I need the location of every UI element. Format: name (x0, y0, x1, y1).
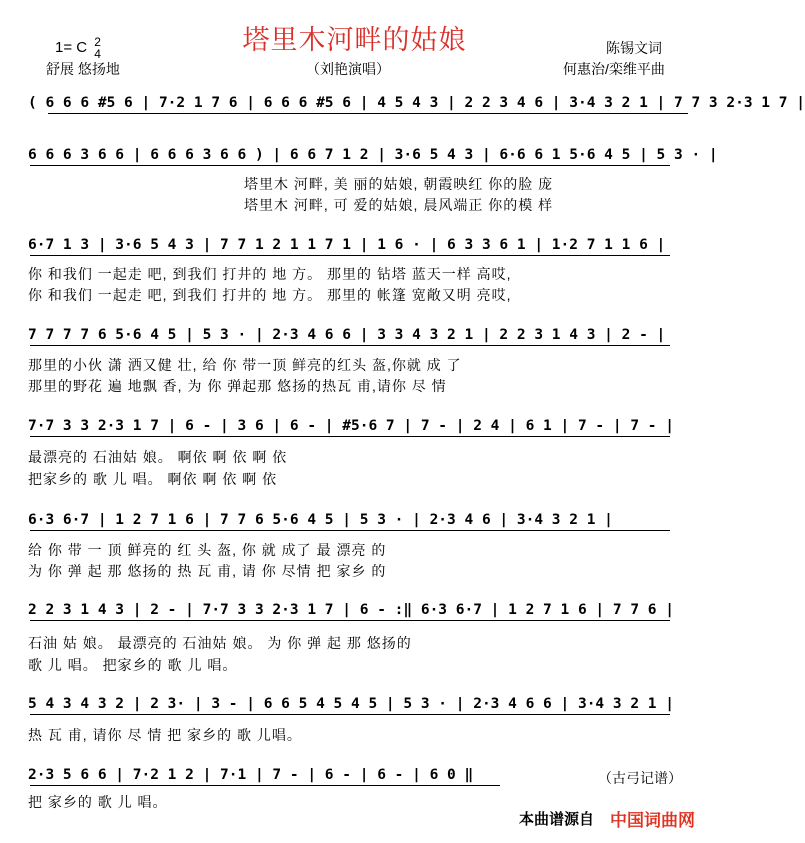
key-signature (55, 36, 101, 60)
score-system-9-lyric-1: 把 家乡的 歌 儿 唱。 (28, 794, 168, 810)
score-system-7-notes: 2 2 3 1 4 3 | 2 - | 7·7 3 3 2·3 1 7 | 6 - :‖ 6·3 6·7 | 1 2 7 1 6 | 7 7 6 | (28, 602, 675, 618)
score-system-3-lyric-1: 你 和我们 一起走 吧, 到我们 打井的 地 方。 那里的 钻塔 蓝天一样 高哎, (28, 266, 512, 282)
score-system-8-notes: 5 4 3 4 3 2 | 2 3· | 3 - | 6 6 5 4 5 4 5 | 5 3 · | 2·3 4 6 6 | 3·4 3 2 1 | (28, 696, 675, 712)
score-system-2-notes: 6 6 6 3 6 6 | 6 6 6 3 6 6 ) | 6 6 7 1 2 | 3·6 5 4 3 | 6·6 6 1 5·6 4 5 | 5 3 · | (28, 147, 718, 163)
score-system-6-lyric-2: 为 你 弹 起 那 悠扬的 热 瓦 甫, 请 你 尽情 把 家乡 的 (28, 563, 387, 579)
score-system-4-lyric-1: 那里的小伙 潇 洒又健 壮, 给 你 带一顶 鲜亮的红头 盔,你就 成 了 (28, 357, 462, 373)
score-system-7-lyric-1: 石油 姑 娘。 最漂亮的 石油姑 娘。 为 你 弹 起 那 悠扬的 (28, 635, 412, 651)
time-numerator: 2 (94, 35, 101, 49)
score-system-8-lyric-1: 热 瓦 甫, 请你 尽 情 把 家乡的 歌 儿唱。 (28, 727, 302, 743)
score-system-5-notes: 7·7 3 3 2·3 1 7 | 6 - | 3 6 | 6 - | #5·6 7 | 7 - | 2 4 | 6 1 | 7 - | 7 - | (28, 418, 675, 434)
key-label: 1= C (55, 38, 88, 56)
site-link[interactable]: 中国词曲网 (610, 811, 695, 830)
score-system-7-lyric-2: 歌 儿 唱。 把家乡的 歌 儿 唱。 (28, 657, 238, 673)
score-system-1-notes: ( 6 6 6 #5 6 | 7·2 1 7 6 | 6 6 6 #5 6 | 4 5 4 3 | 2 2 3 4 6 | 3·4 3 2 1 | 7 7 3 2·3 1 7 | (28, 95, 805, 111)
score-system-4-notes: 7 7 7 7 6 5·6 4 5 | 5 3 · | 2·3 4 6 6 | 3 3 4 3 2 1 | 2 2 3 1 4 3 | 2 - | (28, 327, 666, 343)
performer: （刘艳演唱） (306, 61, 390, 77)
lyricist: 陈锡文词 (606, 40, 662, 56)
score-system-6-lyric-1: 给 你 带 一 顶 鲜亮的 红 头 盔, 你 就 成了 最 漂亮 的 (28, 542, 387, 558)
composer: 何惠治/栾维平曲 (563, 61, 665, 77)
score-system-3-notes: 6·7 1 3 | 3·6 5 4 3 | 7 7 1 2 1 1 7 1 | 1 6 · | 6 3 3 6 1 | 1·2 7 1 1 6 | (28, 237, 666, 253)
score-system-2-lyric-1: 塔里木 河畔, 美 丽的姑娘, 朝霞映红 你的脸 庞 (244, 176, 554, 192)
score-system-4-lyric-2: 那里的野花 遍 地飘 香, 为 你 弹起那 悠扬的热瓦 甫,请你 尽 情 (28, 378, 447, 394)
time-denominator: 4 (94, 47, 101, 61)
time-signature (94, 36, 101, 60)
transcription-note: （古弓记谱） (598, 770, 682, 786)
score-system-9-notes: 2·3 5 6 6 | 7·2 1 2 | 7·1 | 7 - | 6 - | 6 - | 6 0 ‖ (28, 767, 474, 783)
source-label: 本曲谱源自 (518, 811, 594, 828)
score-system-5-lyric-2: 把家乡的 歌 儿 唱。 啊依 啊 依 啊 依 (28, 471, 278, 487)
tempo-marking: 舒展 悠扬地 (46, 61, 120, 77)
score-system-5-lyric-1: 最漂亮的 石油姑 娘。 啊依 啊 依 啊 依 (28, 449, 288, 465)
score-system-3-lyric-2: 你 和我们 一起走 吧, 到我们 打井的 地 方。 那里的 帐篷 宽敞又明 亮哎, (28, 287, 512, 303)
score-system-2-lyric-2: 塔里木 河畔, 可 爱的姑娘, 晨风端正 你的模 样 (244, 197, 554, 213)
score-system-6-notes: 6·3 6·7 | 1 2 7 1 6 | 7 7 6 5·6 4 5 | 5 3 · | 2·3 4 6 | 3·4 3 2 1 | (28, 512, 613, 528)
song-title: 塔里木河畔的姑娘 (242, 25, 467, 55)
